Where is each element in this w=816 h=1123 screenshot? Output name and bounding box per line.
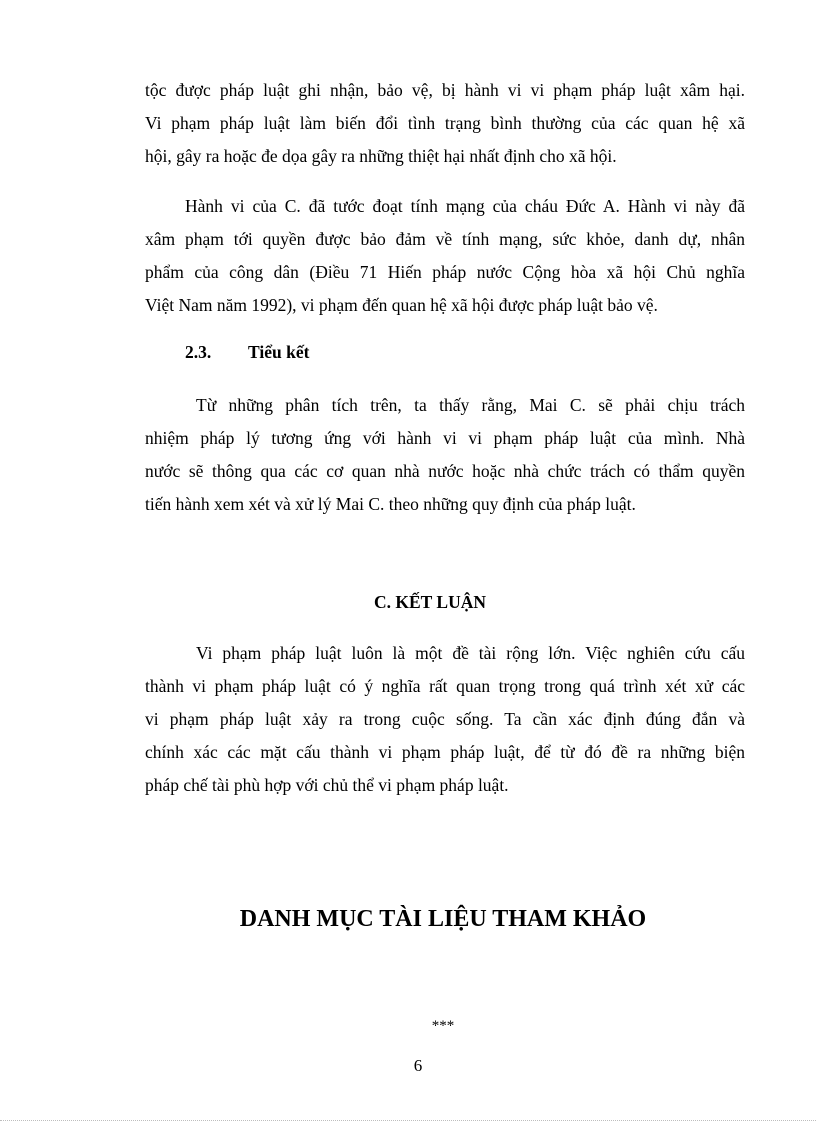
- paragraph-1-line-1: tộc được pháp luật ghi nhận, bảo vệ, bị hành vi vi phạm pháp luật xâm hại.: [145, 80, 745, 100]
- paragraph-3-line-2: nhiệm pháp lý tương ứng với hành vi vi phạm pháp luật của mình. Nhà: [145, 428, 745, 448]
- paragraph-1-line-2: Vi phạm pháp luật làm biến đổi tình trạng bình thường của các quan hệ xã: [145, 113, 745, 133]
- conclusion-heading: C. KẾT LUẬN: [374, 592, 486, 612]
- page-number: 6: [413, 1056, 423, 1075]
- references-heading: DANH MỤC TÀI LIỆU THAM KHẢO: [239, 906, 647, 932]
- paragraph-3-line-4: tiến hành xem xét và xử lý Mai C. theo những quy định của pháp luật.: [145, 494, 636, 514]
- paragraph-2-line-2: xâm phạm tới quyền được bảo đảm về tính mạng, sức khỏe, danh dự, nhân: [145, 229, 745, 249]
- paragraph-2-line-4: Việt Nam năm 1992), vi phạm đến quan hệ xã hội được pháp luật bảo vệ.: [145, 295, 658, 315]
- conclusion-line-4: chính xác các mặt cấu thành vi phạm pháp luật, để từ đó đề ra những biện: [145, 742, 745, 762]
- separator-stars: ***: [431, 1018, 455, 1034]
- conclusion-line-2: thành vi phạm pháp luật có ý nghĩa rất quan trọng trong quá trình xét xử các: [145, 676, 745, 696]
- conclusion-line-1: Vi phạm pháp luật luôn là một đề tài rộng lớn. Việc nghiên cứu cấu: [196, 643, 745, 663]
- section-title: Tiểu kết: [248, 342, 310, 362]
- paragraph-2-line-3: phẩm của công dân (Điều 71 Hiến pháp nước Cộng hòa xã hội Chủ nghĩa: [145, 262, 745, 282]
- footer-rule: [0, 1120, 816, 1121]
- paragraph-3-line-3: nước sẽ thông qua các cơ quan nhà nước hoặc nhà chức trách có thẩm quyền: [145, 461, 745, 481]
- conclusion-line-5: pháp chế tài phù hợp với chủ thể vi phạm pháp luật.: [145, 775, 509, 795]
- paragraph-2-line-1: Hành vi của C. đã tước đoạt tính mạng của cháu Đức A. Hành vi này đã: [185, 196, 745, 216]
- section-number: 2.3.: [185, 342, 212, 362]
- conclusion-line-3: vi phạm pháp luật xảy ra trong cuộc sống. Ta cần xác định đúng đắn và: [145, 709, 745, 729]
- paragraph-1-line-3: hội, gây ra hoặc đe dọa gây ra những thiệt hại nhất định cho xã hội.: [145, 146, 617, 166]
- paragraph-3-line-1: Từ những phân tích trên, ta thấy rằng, Mai C. sẽ phải chịu trách: [196, 395, 745, 415]
